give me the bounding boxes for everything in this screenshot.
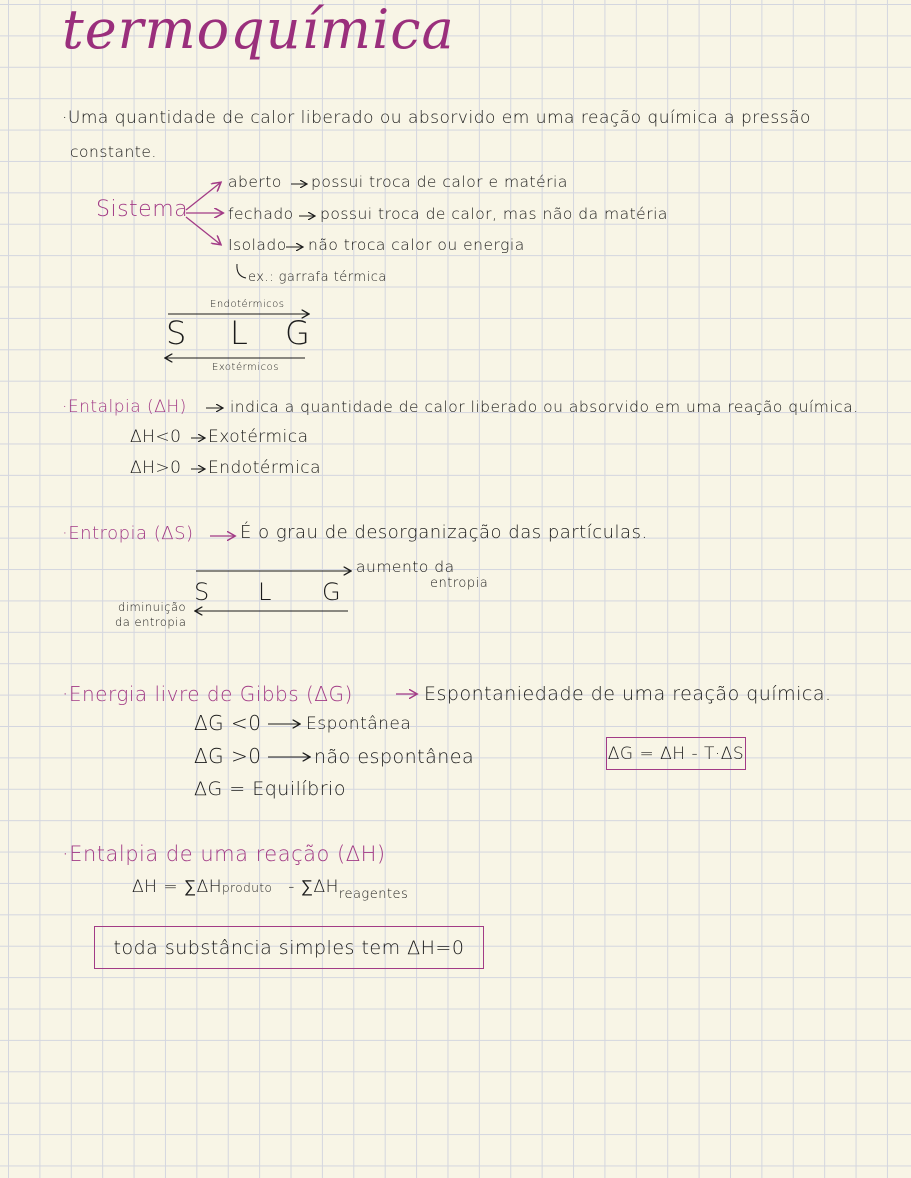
formula-sub-b: reagentes [338,887,409,902]
gibbs-pos: ΔG >0 [194,744,262,768]
branch-arrow-isolado [186,217,220,244]
page-title: termoquímica [62,0,455,61]
sistema-fechado: fechado [228,205,294,223]
sistema-isolado: Isolado [228,236,287,254]
entalpia-label: ·Entalpia (ΔH) [62,397,187,417]
formula-part-a: ΔH = ∑ΔH [132,877,222,897]
gibbs-neg-desc: Espontânea [306,714,412,734]
sistema-fechado-desc: possui troca de calor, mas não da matéria [320,205,668,223]
sistema-label: Sistema [96,197,189,222]
aumento-label-2: entropia [430,576,489,591]
entalpia-pos-desc: Endotérmica [208,458,322,478]
formula-sub-a: produto [222,881,273,895]
slg2-l: L [258,578,272,606]
aumento-label-1: aumento da [356,558,455,576]
gibbs-neg: ΔG <0 [194,711,262,735]
branch-arrow-aberto [186,183,220,210]
diminuicao-label-2: da entropia [115,615,187,629]
entropia-label: ·Entropia (ΔS) [62,523,194,544]
formula-part-b: - ∑ΔH [282,877,339,897]
entalpia-pos: ΔH>0 [130,458,182,478]
entalpia-neg-desc: Exotérmica [208,427,309,447]
simple-substance-note: toda substância simples tem ΔH=0 [113,936,465,959]
slg1-g: G [285,314,311,352]
endotermicos-label: Endotérmicos [210,299,285,310]
gibbs-formula-box [606,737,746,770]
slg2-s: S [194,578,210,606]
sistema-exemplo: ex.: garrafa térmica [248,270,387,285]
sistema-isolado-desc: não troca calor ou energia [308,236,525,254]
gibbs-formula: ΔG = ΔH - T·ΔS [607,743,745,764]
gibbs-zero: ΔG = Equilíbrio [194,778,346,800]
example-hook [237,264,246,278]
gibbs-label: ·Energia livre de Gibbs (ΔG) [62,682,353,706]
exotermicos-label: Exotérmicos [212,362,279,373]
sistema-aberto: aberto [228,173,282,191]
diminuicao-label-1: diminuição [118,600,187,614]
intro-line-2: constante. [70,143,157,161]
entalpia-neg: ΔH<0 [130,427,182,447]
gibbs-pos-desc: não espontânea [314,746,475,768]
gibbs-desc: Espontaniedade de uma reação química. [424,683,832,705]
sistema-aberto-desc: possui troca de calor e matéria [311,173,568,191]
intro-line-1: ·Uma quantidade de calor liberado ou absorvido em uma reação química a pressão [62,108,811,128]
slg1-l: L [230,314,249,352]
slg1-s: S [166,314,187,352]
entalpia-reacao-label: ·Entalpia de uma reação (ΔH) [62,842,386,866]
entropia-desc: É o grau de desorganização das partículas. [240,522,648,543]
entalpia-desc: indica a quantidade de calor liberado ou absorvido em uma reação química. [230,398,859,416]
slg2-g: G [322,578,342,606]
entalpia-reacao-formula [132,877,409,902]
simple-substance-note-box [94,926,484,969]
